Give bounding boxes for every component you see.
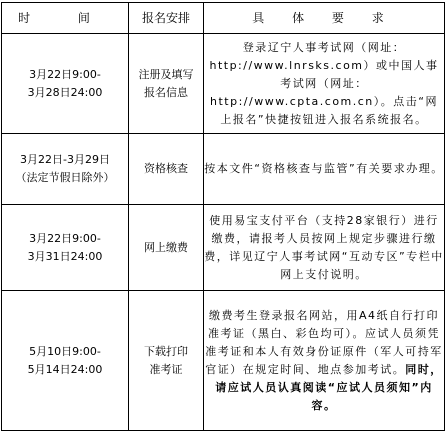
- arrangement-line: 准考证: [149, 362, 183, 376]
- requirements-cell: 按本文件“资格核查与监管”有关要求办理。: [204, 134, 445, 205]
- time-line: 3月22日9:00-: [29, 231, 101, 245]
- requirements-cell: [204, 291, 445, 431]
- registration-schedule-table: [1, 2, 445, 431]
- time-cell: [2, 134, 129, 205]
- requirements-bold-text: 同时，请应试人员认真阅读“应试人员须知”内容。: [215, 362, 443, 412]
- table-row: [2, 205, 445, 291]
- arrangement-cell: [129, 134, 204, 205]
- time-line: 3月31日24:00: [27, 249, 103, 263]
- arrangement-line: 资格核查: [144, 162, 188, 175]
- time-cell: [2, 205, 129, 291]
- header-row: [2, 3, 445, 34]
- header-requirements: 具 体 要 求: [204, 3, 445, 34]
- time-line: 5月14日24:00: [27, 362, 103, 376]
- table-row: [2, 134, 445, 205]
- arrangement-cell: [129, 291, 204, 431]
- arrangement-line: 注册及填写: [138, 67, 194, 81]
- header-time: 时 间: [2, 3, 129, 34]
- time-line: （法定节假日除外）: [15, 171, 115, 184]
- time-line: 3月22日-3月29日: [20, 153, 110, 166]
- arrangement-line: 报名信息: [144, 85, 188, 99]
- table-row: [2, 291, 445, 431]
- arrangement-line: 网上缴费: [144, 240, 188, 254]
- arrangement-cell: [129, 34, 204, 134]
- time-line: 3月28日24:00: [27, 85, 103, 99]
- time-line: 3月22日9:00-: [29, 67, 101, 81]
- requirements-cell: 使用易宝支付平台（支持28家银行）进行缴费，请报考人员按网上规定步骤进行缴费，详见辽宁人事考试网“互动专区”专栏中网上支付说明。: [204, 205, 445, 291]
- time-cell: [2, 291, 129, 431]
- time-line: 5月10日9:00-: [29, 344, 101, 358]
- arrangement-line: 下载打印: [144, 344, 188, 358]
- header-arrangement: 报名安排: [129, 3, 204, 34]
- time-cell: [2, 34, 129, 134]
- requirements-text: 缴费考生登录报名网站，用A4纸自行打印准考证（黑白、彩色均可）。应试人员须凭准考证和本人有效身份证原件（军人可持军官证）在规定时间、地点参加考试。: [205, 308, 443, 376]
- requirements-cell: 登录辽宁人事考试网（网址：http://www.lnrsks.com）或中国人事考试网（网址：http://www.cpta.com.cn）。点击“网上报名”快捷按钮进入报名系统报名。: [204, 34, 445, 134]
- table-row: [2, 34, 445, 134]
- arrangement-cell: [129, 205, 204, 291]
